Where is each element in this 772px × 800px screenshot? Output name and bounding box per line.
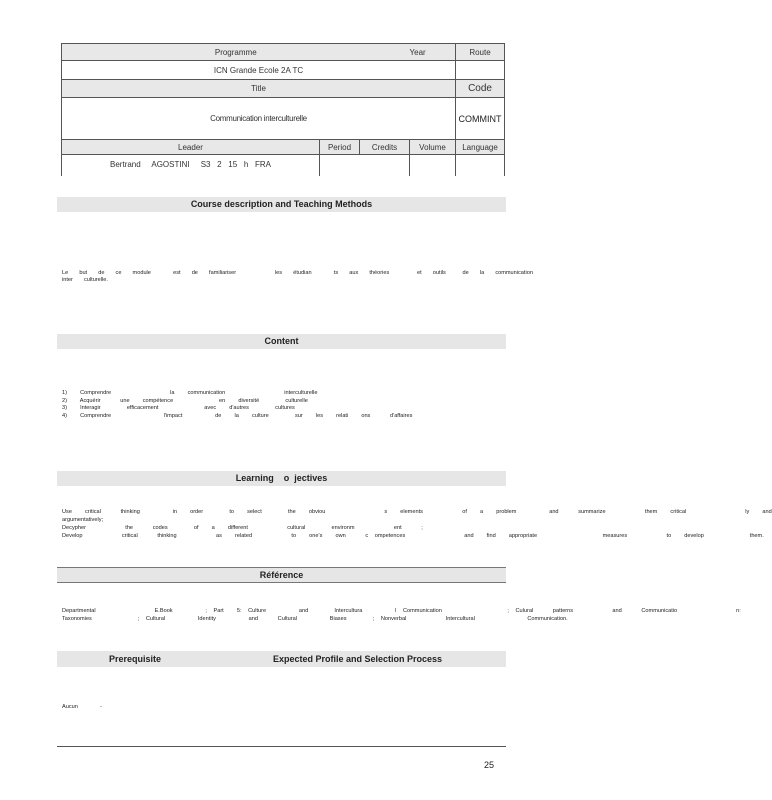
list-item: Use critical thinking in order to select the obviou s elements of a problem and summarize them critical ly and: [62, 509, 772, 515]
list-item: argumentatively;: [62, 517, 104, 523]
course-title: Communication interculturelle: [62, 98, 456, 140]
period-label: Period: [320, 140, 360, 155]
credits-label: Credits: [360, 140, 410, 155]
volume-label: Volume: [410, 140, 456, 155]
list-item: 1) Comprendre la communication interculturelle: [62, 390, 318, 396]
learning-objectives-list: [62, 508, 772, 540]
list-item: 4) Comprendre l'impact de la culture sur les relati ons d'affaires: [62, 412, 413, 419]
page-number: 25: [484, 760, 495, 770]
language-label: Language: [456, 140, 505, 155]
title-label: Title: [62, 80, 456, 98]
list-item: Decypher the codes of a different cultural environm ent ;: [62, 525, 423, 531]
programme-label: Programme: [62, 44, 410, 61]
section-prerequisite-bar: [57, 651, 506, 667]
footer-divider: [57, 746, 506, 747]
leader-label: Leader: [62, 140, 320, 155]
leader-value: Bertrand AGOSTINI S3 2 15 h FRA: [62, 155, 320, 176]
list-item: 3) Interagir efficacement avec d'autres cultures: [62, 405, 295, 411]
year-label: Year: [410, 44, 456, 61]
list-item: Departmental E.Book ; Part 5: Culture and Intercultura l Communication ; Culural patterns and Communicatio n:: [62, 608, 741, 614]
section-learning-objectives: Learning o jectives: [57, 471, 506, 486]
reference-list: [62, 607, 741, 623]
programme-value: ICN Grande Ecole 2A TC: [62, 61, 456, 80]
prerequisite-text: Aucun -: [62, 704, 102, 710]
list-item: 2) Acquérir une compétence en diversité culturelle: [62, 397, 308, 404]
course-description-text: Le but de ce module est de familiariser les étudian ts aux théories et outils de la communication inter culturelle.: [62, 270, 600, 283]
list-item: Develop critical thinking as related to one's own c ompetences and find appropriate measures to develop them.: [62, 533, 764, 539]
section-course-description: Course description and Teaching Methods: [57, 197, 506, 212]
expected-profile-title: Expected Profile and Selection Process: [273, 654, 443, 664]
section-reference: Référence: [57, 567, 506, 583]
code-label: Code: [456, 80, 505, 98]
prerequisite-title: Prerequisite: [109, 654, 162, 664]
list-item: Taxonomies ; Cultural Identity and Cultural Biases ; Nonverbal Intercultural Communication.: [62, 616, 568, 622]
code-value: COMMINT: [456, 98, 505, 140]
route-label: Route: [456, 44, 505, 61]
course-header-table: [61, 43, 505, 176]
section-content: Content: [57, 334, 506, 349]
content-list: [62, 390, 412, 420]
